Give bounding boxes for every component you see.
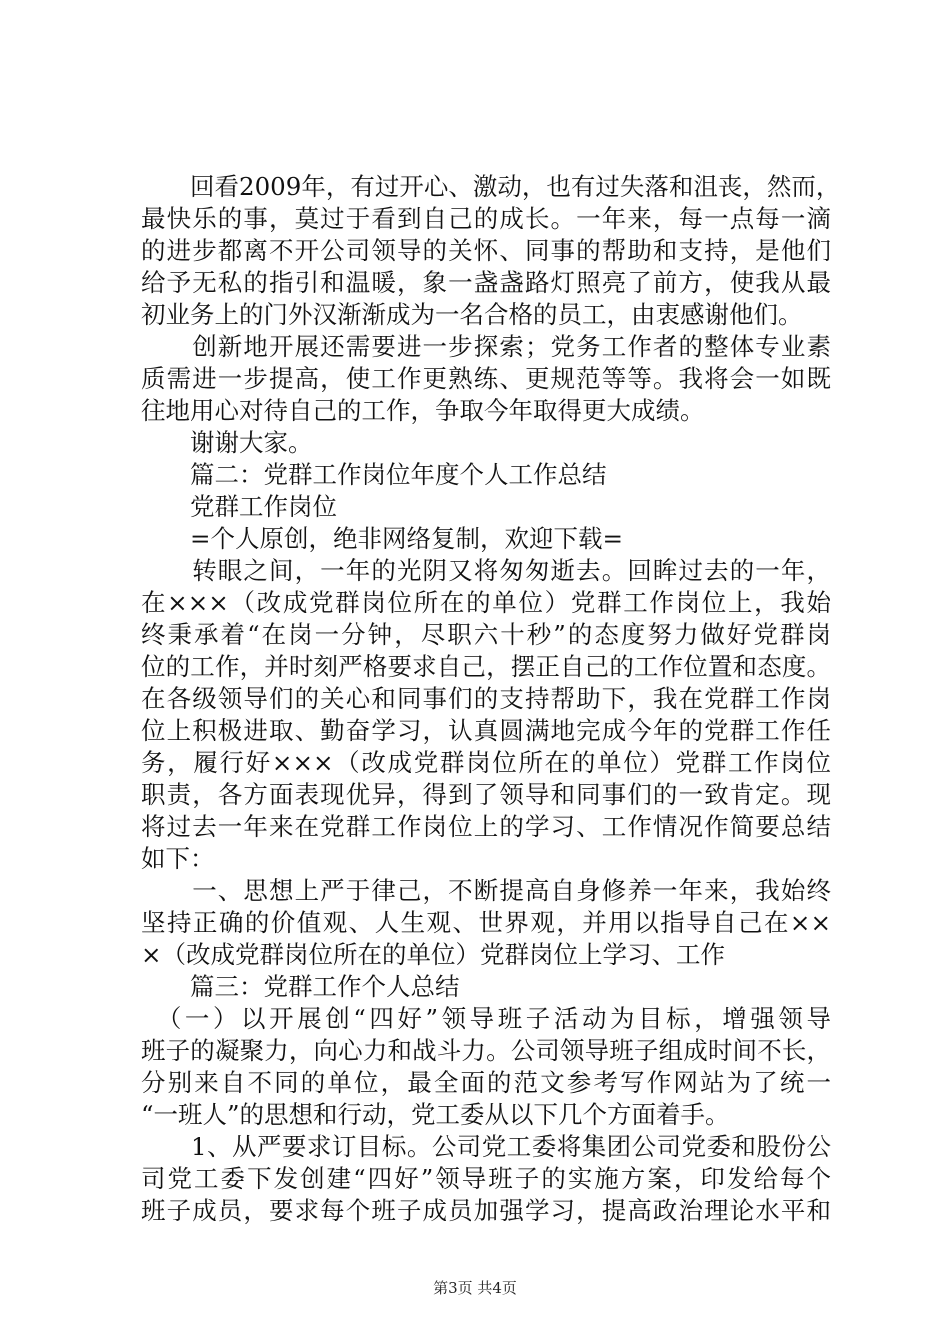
paragraph-line: 终秉承着“在岗一分钟，尽职六十秒”的态度努力做好党群岗 (141, 620, 831, 649)
paragraph-line: 班子成员，要求每个班子成员加强学习，提高政治理论水平和 (141, 1196, 831, 1225)
paragraph-line: 给予无私的指引和温暖，象一盏盏路灯照亮了前方，使我从最 (141, 268, 831, 297)
paragraph-line: “一班人”的思想和行动，党工委从以下几个方面着手。 (141, 1100, 730, 1129)
section-heading: 篇二：党群工作岗位年度个人工作总结 (141, 460, 607, 489)
paragraph-line: 谢谢大家。 (141, 428, 313, 457)
paragraph-line: 的进步都离不开公司领导的关怀、同事的帮助和支持，是他们 (141, 236, 831, 265)
paragraph-line: 务，履行好×××（改成党群岗位所在的单位）党群工作岗位 (141, 748, 831, 777)
paragraph-line: ×（改成党群岗位所在的单位）党群岗位上学习、工作 (141, 940, 726, 969)
section-heading: 篇三：党群工作个人总结 (141, 972, 460, 1001)
paragraph-line: 将过去一年来在党群工作岗位上的学习、工作情况作简要总结 (141, 812, 831, 841)
paragraph-line: 往地用心对待自己的工作，争取今年取得更大成绩。 (141, 396, 705, 425)
paragraph-line: （一）以开展创“四好”领导班子活动为目标，增强领导 (141, 1004, 831, 1033)
paragraph-line: 司党工委下发创建“四好”领导班子的实施方案，印发给每个 (141, 1164, 831, 1193)
page-number-footer: 第3页 共4页 (433, 1279, 517, 1297)
paragraph-line: 坚持正确的价值观、人生观、世界观，并用以指导自己在×× (141, 908, 831, 937)
paragraph-line: 班子的凝聚力，向心力和战斗力。公司领导班子组成时间不长， (141, 1036, 831, 1065)
paragraph-line: 创新地开展还需要进一步探索；党务工作者的整体专业素 (141, 332, 831, 361)
paragraph-line: 在各级领导们的关心和同事们的支持帮助下，我在党群工作岗 (141, 684, 831, 713)
paragraph-line: =个人原创，绝非网络复制，欢迎下载= (141, 524, 624, 553)
paragraph-line: 初业务上的门外汉渐渐成为一名合格的员工，由衷感谢他们。 (141, 300, 803, 329)
paragraph-line: 1、从严要求订目标。公司党工委将集团公司党委和股份公 (141, 1132, 831, 1161)
paragraph-line: 位的工作，并时刻严格要求自己，摆正自己的工作位置和态度。 (141, 652, 831, 681)
paragraph-line: 职责，各方面表现优异，得到了领导和同事们的一致肯定。现 (141, 780, 831, 809)
paragraph-line: 质需进一步提高，使工作更熟练、更规范等等。我将会一如既 (141, 364, 831, 393)
subheading: 党群工作岗位 (141, 492, 337, 521)
paragraph-line: 转眼之间，一年的光阴又将匆匆逝去。回眸过去的一年， (141, 556, 831, 585)
paragraph-line: 分别来自不同的单位，最全面的范文参考写作网站为了统一 (141, 1068, 831, 1097)
paragraph-line: 回看2009年，有过开心、激动，也有过失落和沮丧，然而， (141, 172, 841, 201)
paragraph-line: 在×××（改成党群岗位所在的单位）党群工作岗位上，我始 (141, 588, 831, 617)
paragraph-line: 最快乐的事，莫过于看到自己的成长。一年来，每一点每一滴 (141, 204, 831, 233)
paragraph-line: 一、思想上严于律己，不断提高自身修养一年来，我始终 (141, 876, 831, 905)
paragraph-line: 如下： (141, 844, 215, 873)
paragraph-line: 位上积极进取、勤奋学习，认真圆满地完成今年的党群工作任 (141, 716, 831, 745)
